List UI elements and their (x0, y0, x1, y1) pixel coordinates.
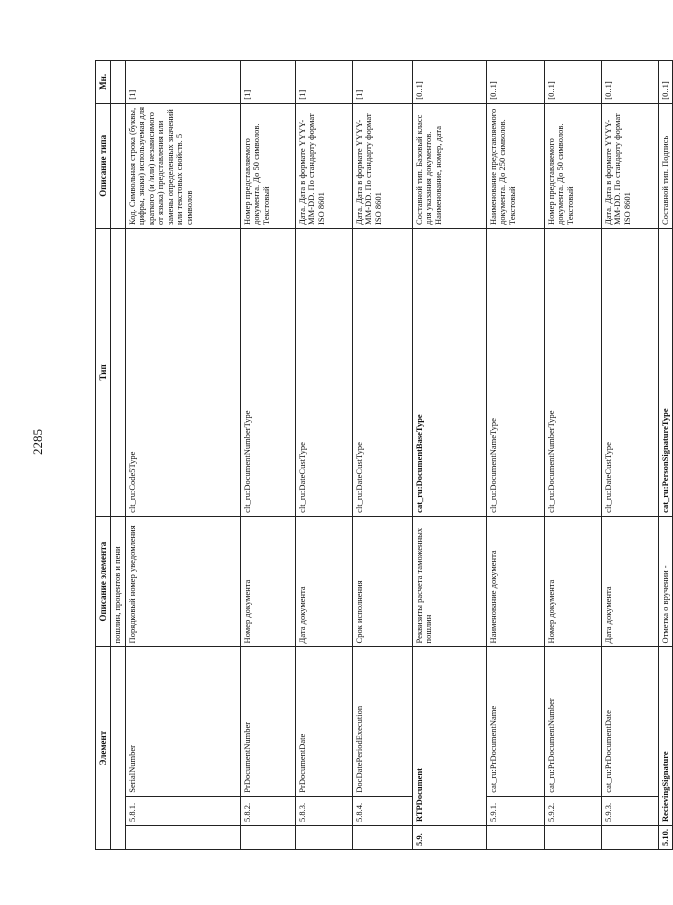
page-number: 2285 (30, 429, 45, 455)
row-multiplicity: [0..1] (412, 61, 486, 104)
table-row (111, 61, 126, 850)
table-row (352, 61, 412, 850)
row-element-name: RTPDocument (412, 647, 486, 826)
schema-table (95, 60, 673, 850)
table-row (240, 61, 295, 850)
row-indent-cell (352, 826, 412, 850)
header-element: Элемент (96, 647, 111, 850)
row-type: clt_ru:DocumentNameType (486, 228, 544, 516)
row-element-name: DocDatePeriodExecution (352, 647, 412, 796)
row-type-desc: Дата. Дата в формате YYYY-MM-DD. По стандарту формат ISO 8601 (352, 103, 412, 228)
table-row (486, 61, 544, 850)
row-multiplicity: [0..1] (658, 61, 673, 104)
rotated-table-page (95, 60, 670, 850)
row-element-desc: Дата документа (295, 516, 352, 647)
row-multiplicity: [1] (352, 61, 412, 104)
row-type: cat_ru:DocumentBaseType (412, 228, 486, 516)
table-row (295, 61, 352, 850)
row-element-desc: Наименование документа (486, 516, 544, 647)
row-element-name: PrDocumentDate (295, 647, 352, 796)
row-type-desc: Дата. Дата в формате YYYY-MM-DD. По стандарту формат ISO 8601 (295, 103, 352, 228)
table-row (658, 61, 673, 850)
row-element-desc: Отметка о вручении - (658, 516, 673, 647)
row-type (111, 228, 126, 516)
row-type: clt_ru:DateCustType (601, 228, 658, 516)
table-body (111, 61, 673, 850)
row-cell-blank (111, 647, 126, 850)
row-type: clt_ru:DocumentNumberType (240, 228, 295, 516)
row-type: clt_ru:DateCustType (352, 228, 412, 516)
row-type-desc: Наименование представляемого документа. До 250 символов. Текстовый (486, 103, 544, 228)
row-element-desc: Дата документа (601, 516, 658, 647)
header-row (96, 61, 111, 850)
table-row (412, 61, 486, 850)
table-row (544, 61, 601, 850)
row-number: 5.8.2. (240, 796, 295, 825)
header-mult: Мн. (96, 61, 111, 104)
row-multiplicity: [0..1] (544, 61, 601, 104)
row-type-desc: Составной тип. Подпись (658, 103, 673, 228)
row-number: 5.9.1. (486, 796, 544, 825)
row-element-name: RecievingSignature (658, 647, 673, 826)
row-type-desc: Номер представляемого документа. До 50 символов. Текстовый (544, 103, 601, 228)
row-element-desc: Номер документа (240, 516, 295, 647)
header-type-desc: Описание типа (96, 103, 111, 228)
row-type-desc: Дата. Дата в формате YYYY-MM-DD. По стандарту формат ISO 8601 (601, 103, 658, 228)
row-multiplicity: [1] (125, 61, 240, 104)
row-type: clt_ru:Code5Type (125, 228, 240, 516)
row-multiplicity: [0..1] (486, 61, 544, 104)
row-indent-cell (544, 826, 601, 850)
row-indent-cell (601, 826, 658, 850)
row-number: 5.8.1. (125, 796, 240, 825)
row-element-desc: Порядковый номер уведомления (125, 516, 240, 647)
row-indent-cell (240, 826, 295, 850)
row-type: clt_ru:DocumentNumberType (544, 228, 601, 516)
row-number: 5.9.2. (544, 796, 601, 825)
row-indent-cell (125, 826, 240, 850)
row-number: 5.9. (412, 826, 486, 850)
row-element-name: cat_ru:PrDocumentDate (601, 647, 658, 796)
row-type-desc: Составной тип. Базовый класс для указания документов. Наименование, номер, дата (412, 103, 486, 228)
row-element-desc: Срок исполнения (352, 516, 412, 647)
row-number: 5.9.3. (601, 796, 658, 825)
row-multiplicity: [1] (240, 61, 295, 104)
row-element-desc: Номер документа (544, 516, 601, 647)
row-indent-cell (295, 826, 352, 850)
row-type: clt_ru:DateCustType (295, 228, 352, 516)
table-row (125, 61, 240, 850)
row-type-desc: Код. Символьная строка (буквы, цифры, знаки) используемая для краткого (и /или) независимого от языка) представления или замены определенных значений или текстовых свойств. 5 символов (125, 103, 240, 228)
row-number: 5.8.4. (352, 796, 412, 825)
row-element-name: cat_ru:PrDocumentNumber (544, 647, 601, 796)
row-indent-cell (486, 826, 544, 850)
row-type-desc (111, 103, 126, 228)
row-element-name: cat_ru:PrDocumentName (486, 647, 544, 796)
row-element-desc: пошлин, процентов и пени (111, 516, 126, 647)
row-multiplicity: [1] (295, 61, 352, 104)
row-multiplicity (111, 61, 126, 104)
row-element-name: SerialNumber (125, 647, 240, 796)
row-type: cat_ru:PersonSignatureType (658, 228, 673, 516)
header-element-desc: Описание элемента (96, 516, 111, 647)
row-multiplicity: [0..1] (601, 61, 658, 104)
row-type-desc: Номер представляемого документа. До 50 символов. Текстовый (240, 103, 295, 228)
row-element-name: PrDocumentNumber (240, 647, 295, 796)
table-row (601, 61, 658, 850)
row-number: 5.8.3. (295, 796, 352, 825)
header-type: Тип (96, 228, 111, 516)
row-element-desc: Реквизиты расчета таможенных пошлин (412, 516, 486, 647)
row-number: 5.10. (658, 826, 673, 850)
